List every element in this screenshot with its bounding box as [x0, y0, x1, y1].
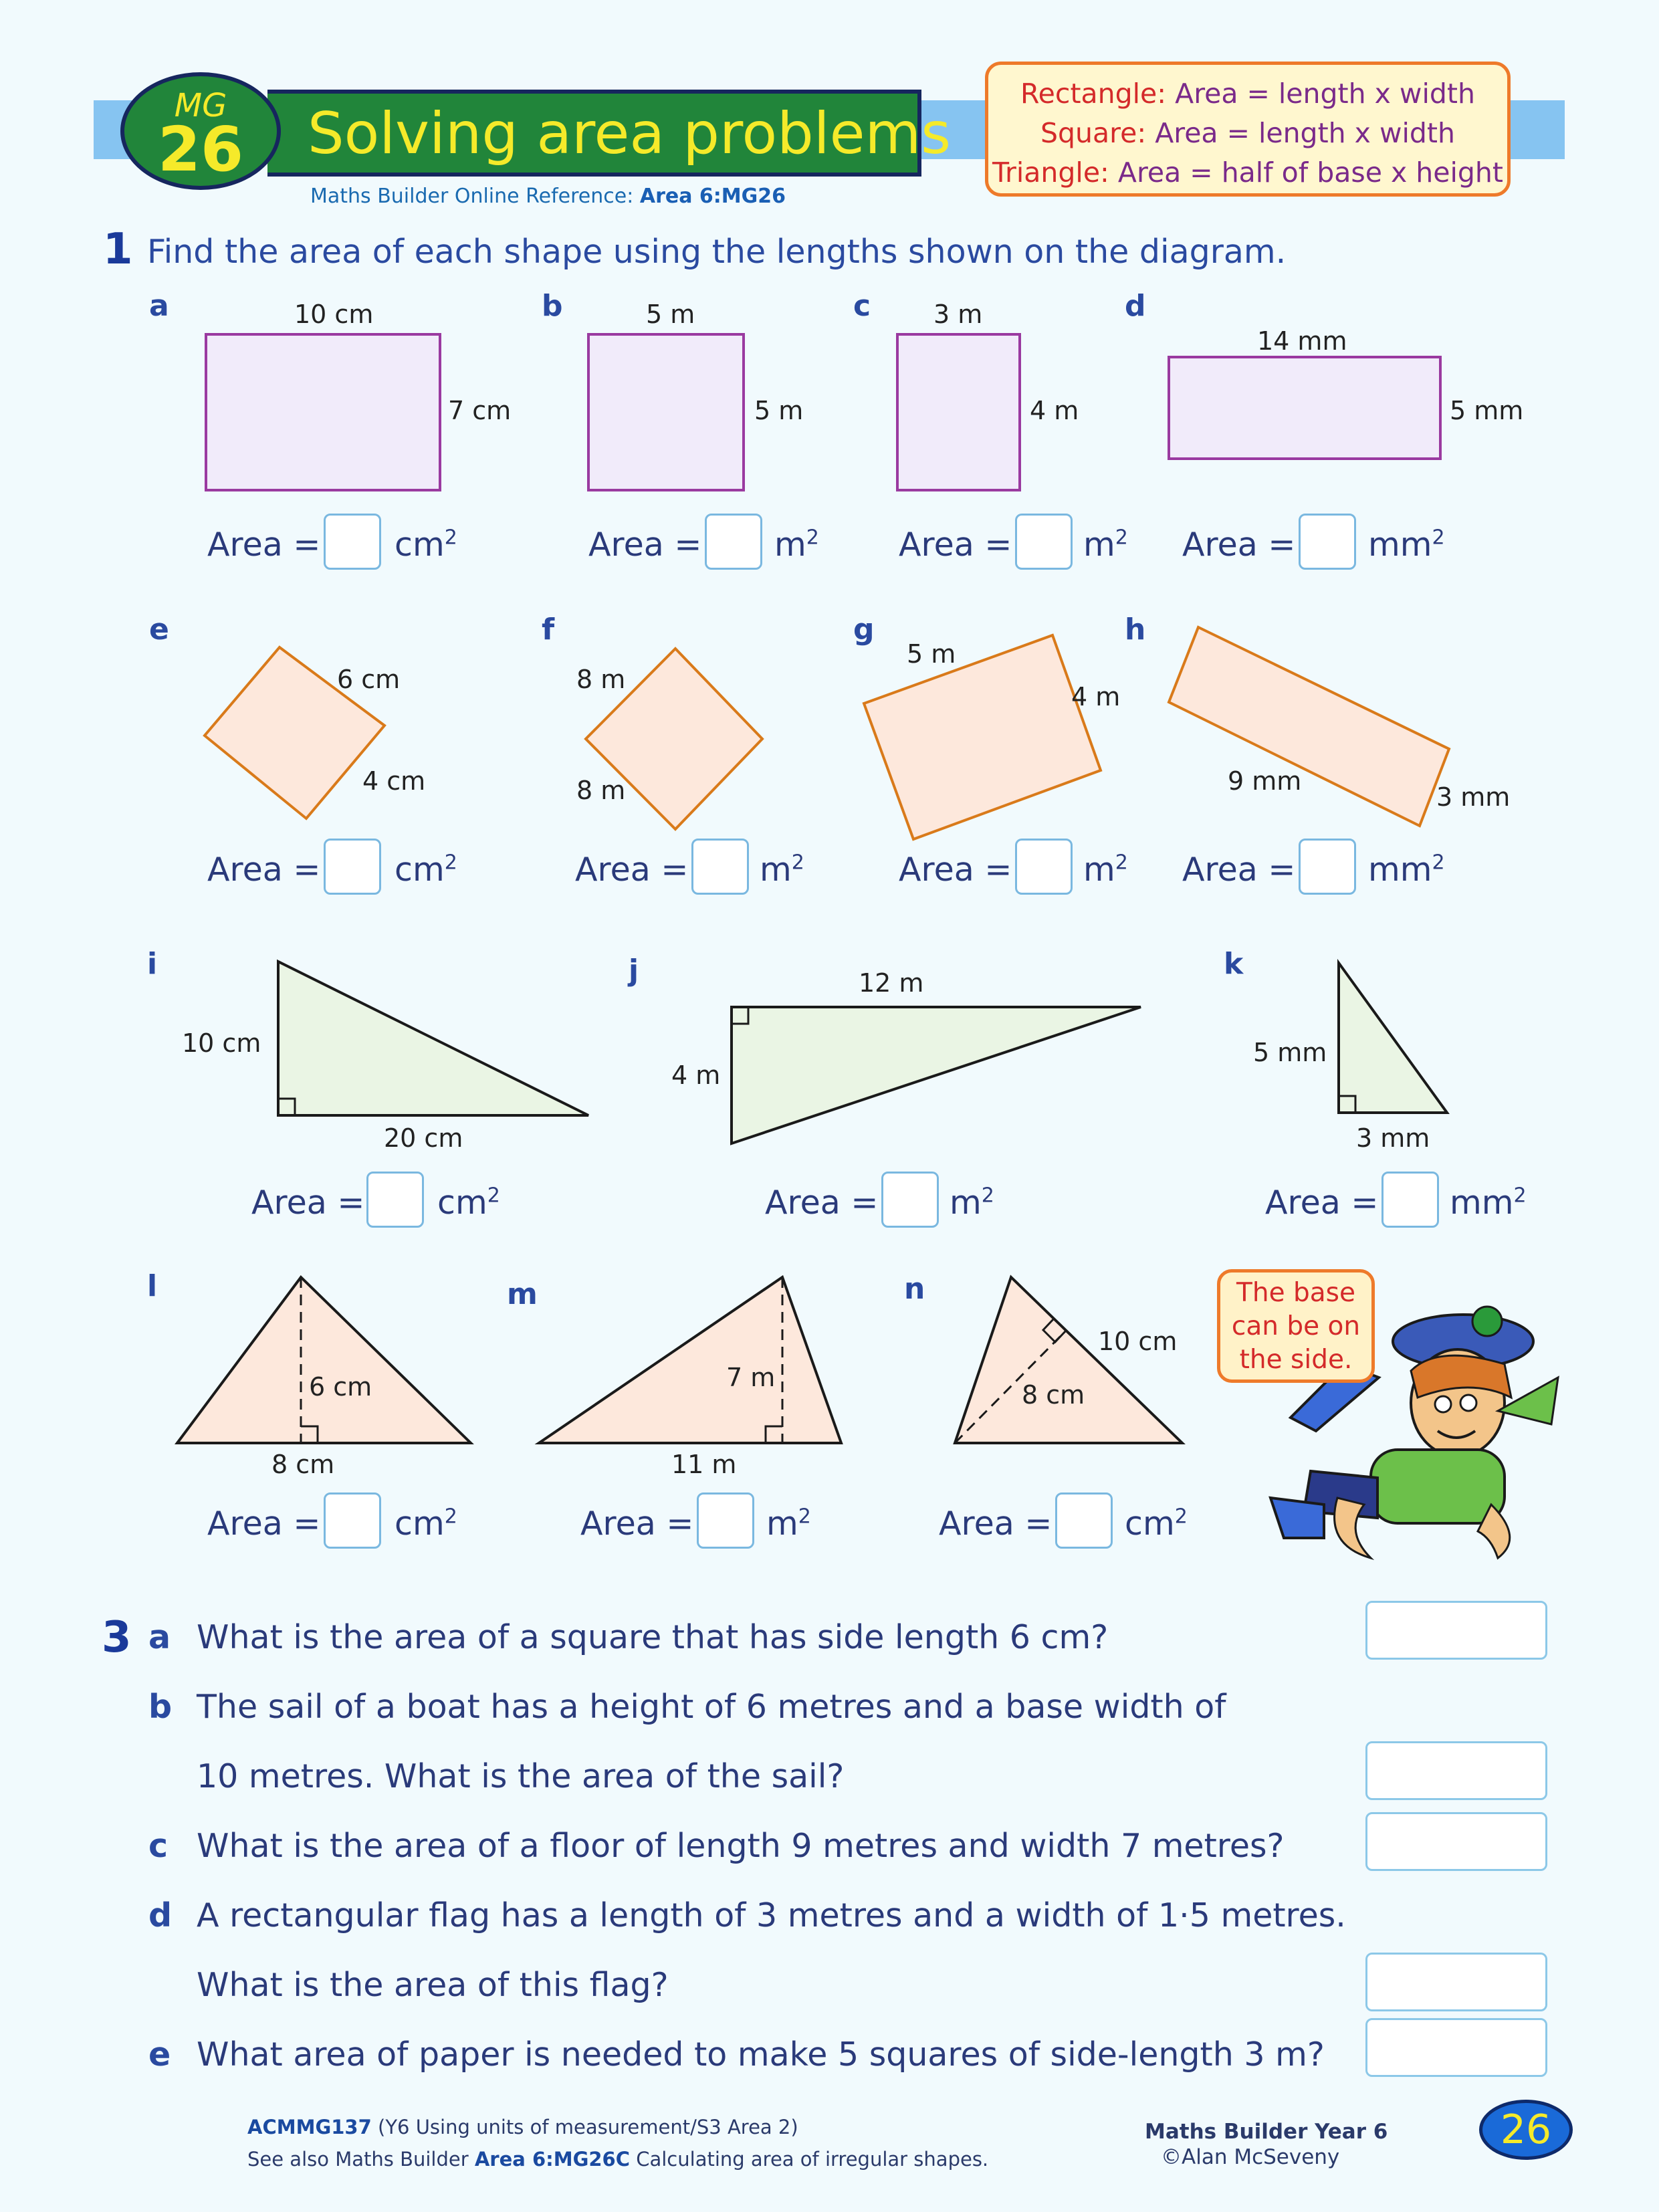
formula-square: Square: Area = length x width [1040, 117, 1455, 149]
q3-part-a-text: What is the area of a square that has side length 6 cm? [197, 1618, 1109, 1656]
q3-part-c-answer-box[interactable] [1365, 1812, 1547, 1871]
footer-curriculum-code: ACMMG137 (Y6 Using units of measurement/S3 Area 2) [247, 2116, 798, 2138]
part-b-dim-side2: 5 m [754, 396, 804, 425]
part-k-label: k [1224, 947, 1244, 981]
shape-j-triangle [732, 1007, 1141, 1143]
q3-part-e-answer-box[interactable] [1365, 2018, 1547, 2077]
q3-part-d-answer-box[interactable] [1365, 1953, 1547, 2011]
part-m-area-label: Area = [580, 1505, 694, 1543]
q3-part-d-text-line2: What is the area of this flag? [197, 1966, 669, 2004]
part-j-dim-base: 12 m [859, 968, 924, 998]
part-e-answer-box[interactable] [324, 839, 381, 895]
part-g-dim-width: 4 m [1071, 682, 1121, 711]
part-a-dim-length: 10 cm [294, 300, 374, 329]
part-l-answer-box[interactable] [324, 1492, 381, 1549]
part-a-area-label: Area = [207, 526, 321, 564]
badge-number: 26 [157, 114, 244, 185]
shape-n-triangle [955, 1277, 1182, 1443]
part-j-area-label: Area = [765, 1184, 879, 1222]
part-d-dim-width: 5 mm [1450, 396, 1524, 425]
q3-part-b-text-line1: The sail of a boat has a height of 6 metres and a base width of [197, 1688, 1226, 1726]
part-j-unit: $m^2$ [950, 1184, 994, 1222]
shape-g-rectangle [864, 635, 1101, 839]
shape-c-rectangle [897, 334, 1020, 490]
part-c-dim-height: 4 m [1030, 396, 1079, 425]
part-e-dim-length: 6 cm [337, 665, 401, 694]
q3-part-e-label: e [148, 2035, 171, 2074]
part-f-unit: $m^2$ [760, 851, 804, 889]
footer-copyright: ©Alan McSeveny [1161, 2145, 1340, 2169]
page-title: Solving area problems [308, 100, 952, 167]
shape-k-triangle [1339, 963, 1447, 1113]
question-1-text: Find the area of each shape using the lengths shown on the diagram. [147, 233, 1287, 271]
shape-b-square [588, 334, 744, 490]
part-g-area-label: Area = [899, 851, 1012, 889]
page-number: 26 [1479, 2100, 1573, 2160]
part-l-dim-base: 8 cm [271, 1450, 335, 1479]
part-b-unit: $m^2$ [774, 526, 819, 564]
part-a-dim-width: 7 cm [448, 396, 512, 425]
part-j-label: j [629, 954, 639, 988]
shape-i-triangle [278, 962, 588, 1115]
q3-part-d-text-line1: A rectangular flag has a length of 3 metres and a width of 1·5 metres. [197, 1896, 1346, 1934]
q3-part-b-text-line2: 10 metres. What is the area of the sail? [197, 1757, 845, 1795]
part-d-unit: $mm^2$ [1368, 526, 1445, 564]
part-f-label: f [542, 613, 555, 647]
q3-part-c-label: c [148, 1827, 169, 1865]
footer-see-also: See also Maths Builder Area 6:MG26C Calculating area of irregular shapes. [247, 2148, 989, 2171]
part-c-unit: $m^2$ [1083, 526, 1128, 564]
formula-triangle: Triangle: Area = half of base x height [992, 156, 1503, 189]
part-l-dim-height: 6 cm [309, 1372, 372, 1402]
part-c-dim-width: 3 m [933, 300, 983, 329]
footer-book-title: Maths Builder Year 6 [1145, 2120, 1388, 2144]
part-h-area-label: Area = [1182, 851, 1296, 889]
part-j-answer-box[interactable] [881, 1172, 939, 1228]
part-n-dim-base: 10 cm [1098, 1327, 1178, 1356]
shape-d-rectangle [1169, 357, 1440, 459]
part-e-label: e [149, 613, 169, 647]
part-g-dim-length: 5 m [907, 639, 956, 669]
part-f-answer-box[interactable] [691, 839, 749, 895]
part-g-label: g [853, 613, 875, 647]
part-d-area-label: Area = [1182, 526, 1296, 564]
shape-a-rectangle [206, 334, 440, 490]
part-h-answer-box[interactable] [1299, 839, 1356, 895]
part-f-dim-side2: 8 m [576, 776, 626, 805]
part-c-area-label: Area = [899, 526, 1012, 564]
part-b-label: b [542, 289, 563, 323]
part-k-area-label: Area = [1265, 1184, 1379, 1222]
badge-code: MG [174, 87, 227, 124]
part-i-dim-height: 10 cm [182, 1028, 261, 1058]
q3-part-b-label: b [148, 1688, 173, 1726]
part-m-dim-base: 11 m [671, 1450, 737, 1479]
part-c-answer-box[interactable] [1015, 514, 1073, 570]
part-k-dim-base: 3 mm [1356, 1123, 1430, 1153]
q3-part-b-answer-box[interactable] [1365, 1741, 1547, 1800]
part-m-label: m [507, 1277, 538, 1311]
part-i-answer-box[interactable] [366, 1172, 424, 1228]
part-k-answer-box[interactable] [1381, 1172, 1439, 1228]
q3-part-a-label: a [148, 1618, 171, 1656]
part-d-label: d [1125, 289, 1146, 323]
part-n-answer-box[interactable] [1055, 1492, 1113, 1549]
part-c-label: c [853, 289, 871, 323]
part-j-dim-height: 4 m [671, 1061, 721, 1090]
part-k-unit: $mm^2$ [1450, 1184, 1527, 1222]
part-b-answer-box[interactable] [705, 514, 762, 570]
part-g-answer-box[interactable] [1015, 839, 1073, 895]
q3-part-c-text: What is the area of a floor of length 9 metres and width 7 metres? [197, 1827, 1285, 1865]
part-b-area-label: Area = [588, 526, 702, 564]
shape-m-triangle [539, 1277, 841, 1443]
part-i-dim-base: 20 cm [384, 1123, 463, 1153]
part-i-area-label: Area = [251, 1184, 365, 1222]
part-h-dim-width: 3 mm [1436, 782, 1511, 812]
part-l-unit: $cm^2$ [395, 1505, 457, 1543]
q3-part-e-text: What area of paper is needed to make 5 squares of side-length 3 m? [197, 2035, 1325, 2074]
part-f-area-label: Area = [575, 851, 689, 889]
part-f-dim-side: 8 m [576, 665, 626, 694]
tip-bubble: The base can be on the side. [1217, 1269, 1375, 1383]
part-b-dim-side: 5 m [646, 300, 695, 329]
part-k-dim-height: 5 mm [1253, 1038, 1327, 1067]
part-m-unit: $m^2$ [766, 1505, 811, 1543]
part-h-label: h [1125, 613, 1146, 647]
part-n-area-label: Area = [939, 1505, 1053, 1543]
part-l-area-label: Area = [207, 1505, 321, 1543]
part-m-dim-height: 7 m [726, 1363, 776, 1392]
shape-h-rectangle [1169, 627, 1449, 826]
part-h-unit: $mm^2$ [1368, 851, 1445, 889]
online-reference: Maths Builder Online Reference: Area 6:MG26 [310, 185, 786, 208]
question-1-number: 1 [103, 225, 133, 274]
part-n-unit: $cm^2$ [1125, 1505, 1188, 1543]
part-h-dim-length: 9 mm [1228, 766, 1302, 796]
part-m-answer-box[interactable] [697, 1492, 754, 1549]
part-a-unit: $cm^2$ [395, 526, 457, 564]
question-3-number: 3 [102, 1613, 132, 1662]
part-a-label: a [149, 289, 169, 323]
part-e-area-label: Area = [207, 851, 321, 889]
part-e-dim-width: 4 cm [362, 766, 426, 796]
part-a-answer-box[interactable] [324, 514, 381, 570]
part-l-label: l [147, 1269, 158, 1303]
part-n-label: n [904, 1272, 925, 1306]
part-d-answer-box[interactable] [1299, 514, 1356, 570]
part-i-label: i [147, 947, 158, 981]
part-n-dim-height: 8 cm [1022, 1380, 1085, 1410]
part-d-dim-length: 14 mm [1257, 326, 1347, 356]
shape-l-triangle [177, 1277, 471, 1443]
formula-rectangle: Rectangle: Area = length x width [1020, 78, 1475, 110]
q3-part-a-answer-box[interactable] [1365, 1601, 1547, 1660]
part-g-unit: $m^2$ [1083, 851, 1128, 889]
part-i-unit: $cm^2$ [437, 1184, 500, 1222]
q3-part-d-label: d [148, 1896, 173, 1934]
part-e-unit: $cm^2$ [395, 851, 457, 889]
